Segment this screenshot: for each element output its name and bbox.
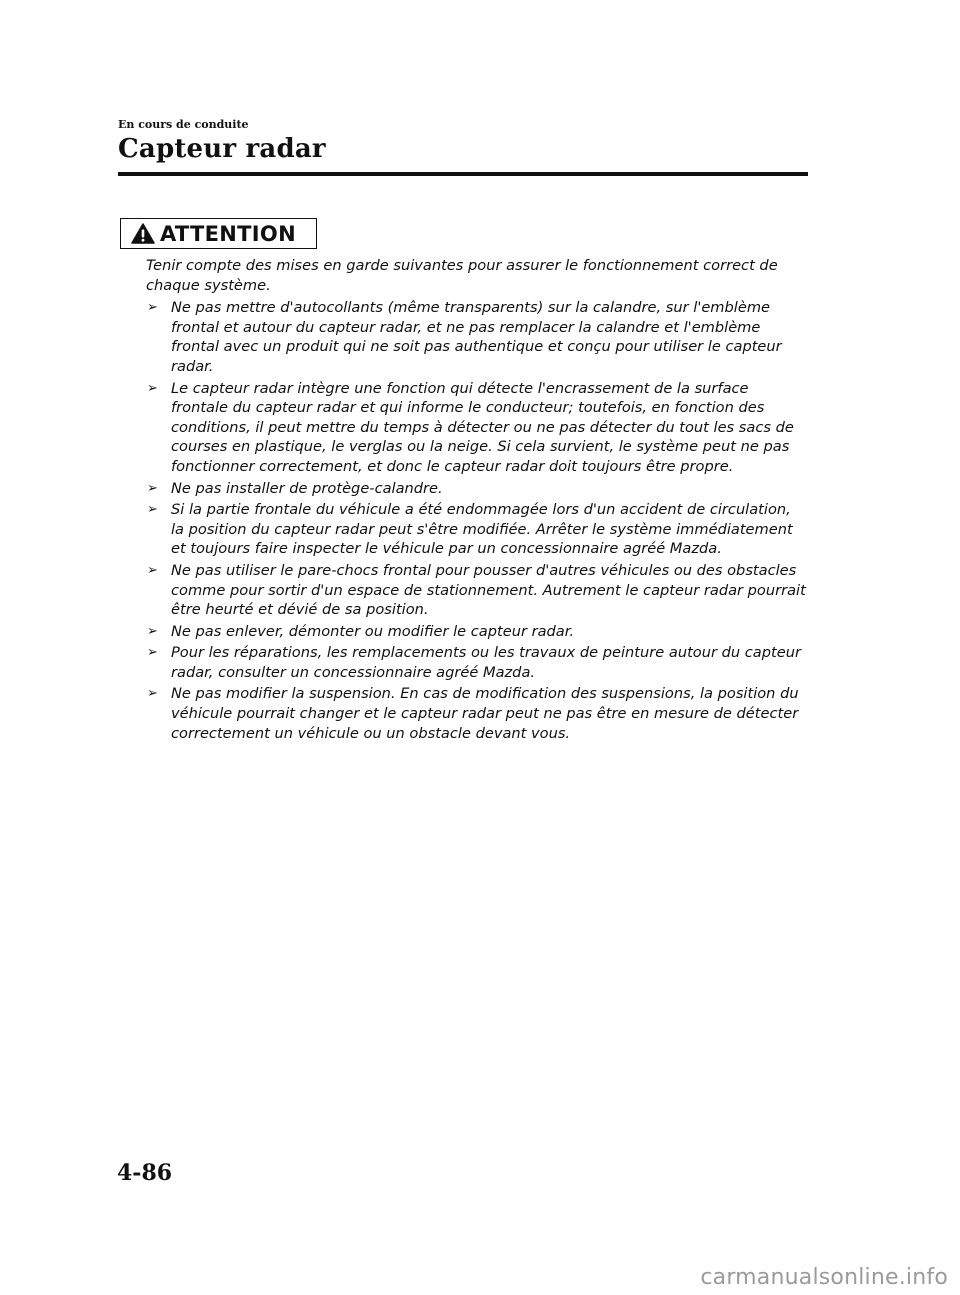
arrow-bullet-icon: ➢ xyxy=(147,480,158,496)
attention-intro: Tenir compte des mises en garde suivantes pour assurer le fonctionnement correct de chaque système. xyxy=(146,257,778,294)
list-item-text: Ne pas modifier la suspension. En cas de modification des suspensions, la position du véhicule pourrait changer et le capteur radar peut ne pas être en mesure de détecter correctement un véhicule ou un obstacle devant vous. xyxy=(171,685,799,742)
arrow-bullet-icon: ➢ xyxy=(147,686,158,702)
list-item-text: Ne pas utiliser le pare-chocs frontal pour pousser d'autres véhicules ou des obstacles comme pour sortir d'un espace de stationnement. Autrement le capteur radar pourrait être heurté et dévié de sa position. xyxy=(171,561,806,619)
title-rule xyxy=(118,172,808,176)
list-item xyxy=(146,479,808,499)
attention-content xyxy=(146,256,808,745)
arrow-bullet-icon: ➢ xyxy=(147,300,158,316)
page-title: Capteur radar xyxy=(118,134,326,164)
arrow-bullet-icon: ➢ xyxy=(147,623,158,639)
list-item-text: Le capteur radar intègre une fonction qui détecte l'encrassement de la surface frontale du capteur radar et qui informe le conducteur; toutefois, en fonction des conditions, il peut mettre du temps à détecter ou ne pas détecter du tout les sacs de courses en plastique, le verglas ou la neige. Si cela survient, le système peut ne pas fonctionner correctement, et donc le capteur radar doit toujours être propre. xyxy=(171,379,794,475)
list-item xyxy=(146,298,808,376)
list-item xyxy=(146,643,808,682)
warning-triangle-icon xyxy=(131,223,155,244)
list-item-text: Si la partie frontale du véhicule a été endommagée lors d'un accident de circulation, la position du capteur radar peut s'être modifiée. Arrêter le système immédiatement et toujours faire inspecter le véhicule par un concessionnaire agréé Mazda. xyxy=(171,501,793,558)
section-label: En cours de conduite xyxy=(118,118,249,131)
page-number: 4-86 xyxy=(117,1160,173,1186)
arrow-bullet-icon: ➢ xyxy=(147,380,158,396)
list-item xyxy=(146,684,808,743)
list-item-text: Pour les réparations, les remplacements ou les travaux de peinture autour du capteur radar, consulter un concessionnaire agréé Mazda. xyxy=(171,644,801,681)
attention-list xyxy=(146,298,808,743)
list-item-text: Ne pas enlever, démonter ou modifier le capteur radar. xyxy=(171,622,575,640)
list-item xyxy=(146,622,808,642)
list-item xyxy=(146,561,808,620)
attention-box xyxy=(120,218,317,249)
arrow-bullet-icon: ➢ xyxy=(147,562,158,578)
arrow-bullet-icon: ➢ xyxy=(147,502,158,518)
watermark-text[interactable]: carmanualsonline.info xyxy=(700,1265,948,1290)
arrow-bullet-icon: ➢ xyxy=(147,645,158,661)
list-item-text: Ne pas installer de protège-calandre. xyxy=(171,479,443,497)
list-item-text: Ne pas mettre d'autocollants (même transparents) sur la calandre, sur l'emblème frontal et autour du capteur radar, et ne pas remplacer la calandre et l'emblème frontal avec un produit qui ne soit pas authentique et conçu pour utiliser le capteur radar. xyxy=(171,299,782,375)
list-item xyxy=(146,379,808,477)
list-item xyxy=(146,500,808,559)
attention-label: ATTENTION xyxy=(160,221,296,246)
